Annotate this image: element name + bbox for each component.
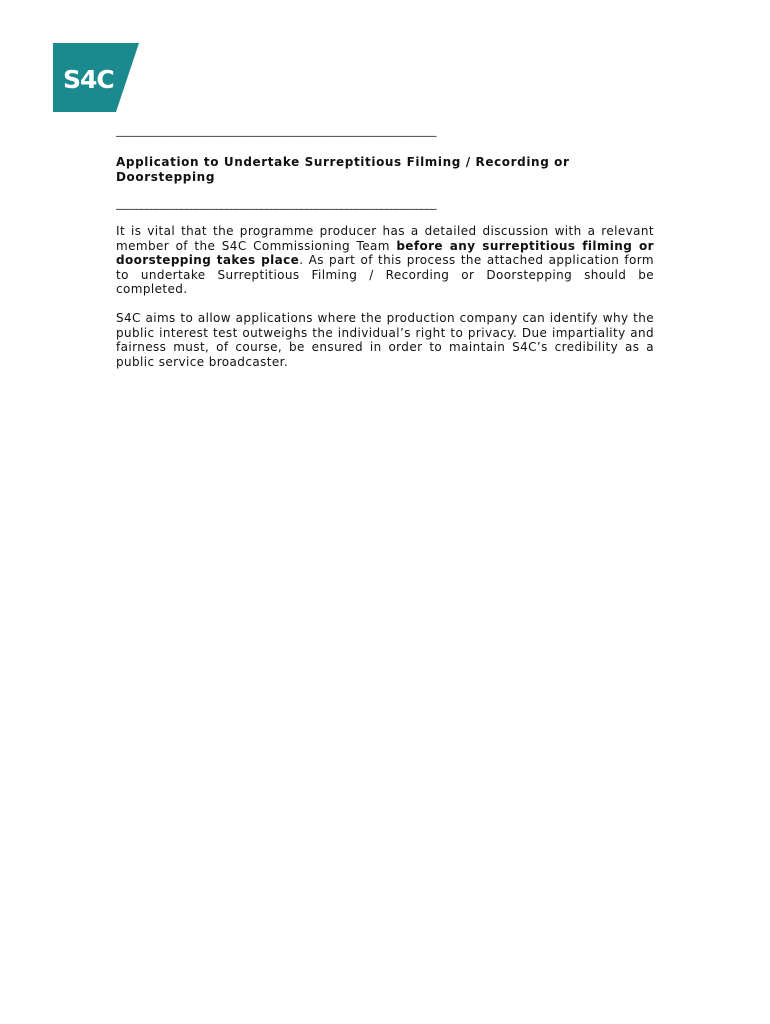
paragraph-intro-emphasis: before any surreptitious filming or doorstepping takes place [116,238,654,268]
logo-text: S4C [63,65,114,94]
paragraph-intro-text-end: . As part of this process the attached application form to undertake Surreptitious Filming / Recording or Doorstepping should be completed. [116,253,654,297]
document-body [116,124,654,381]
s4c-logo [53,43,139,112]
document-title: Application to Undertake Surreptitious Filming / Recording or Doorstepping [116,155,570,184]
paragraph-intro [116,224,654,297]
paragraph-policy: S4C aims to allow applications where the production company can identify why the public interest test outweighs the individual’s right to privacy. Due impartiality and fairness must, of course, be ensured in order to maintain S4C’s credibility as a public service broadcaster. [116,310,654,369]
top-divider: ________________________________________________________________ [116,124,436,137]
bottom-divider: ________________________________________________________________ [116,197,436,210]
paragraph-intro-text: It is vital that the programme producer has a detailed discussion with a relevant member of the S4C Commissioning Team [116,224,654,253]
